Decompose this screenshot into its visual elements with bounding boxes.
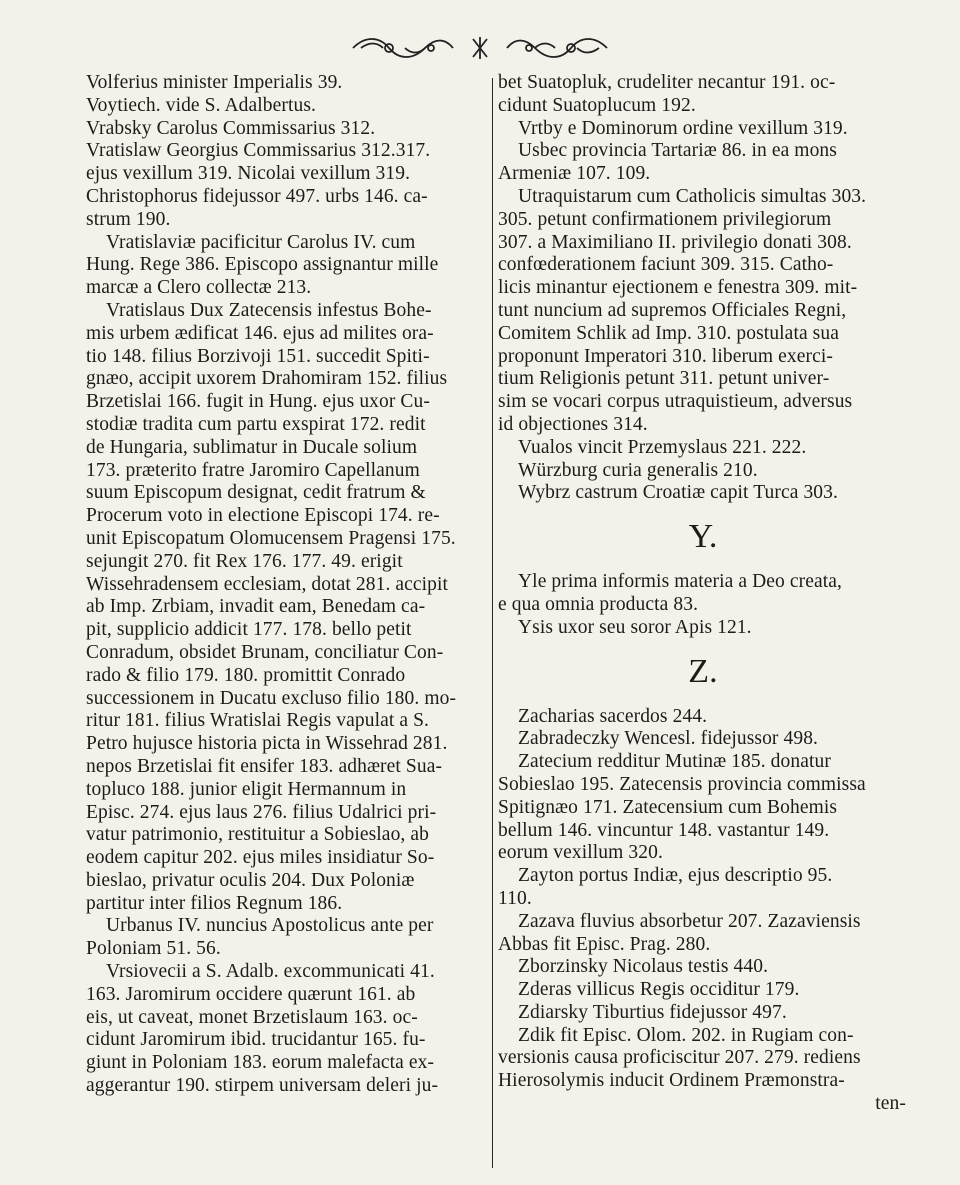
index-line: Zayton portus Indiæ, ejus descriptio 95. bbox=[518, 865, 833, 887]
index-line: successionem in Ducatu excluso filio 180. mo- bbox=[86, 687, 457, 709]
index-line: stodiæ tradita cum partu exspirat 172. redit bbox=[86, 413, 426, 435]
index-line: Usbec provincia Tartariæ 86. in ea mons bbox=[518, 140, 837, 162]
index-line: Armeniæ 107. 109. bbox=[498, 163, 651, 185]
catchword: ten- bbox=[875, 1093, 906, 1115]
index-line: Yle prima informis materia a Deo creata, bbox=[518, 571, 842, 593]
index-line: Procerum voto in electione Episcopi 174. re- bbox=[86, 505, 440, 527]
index-line: Episc. 274. ejus laus 276. filius Udalrici pri- bbox=[86, 801, 437, 823]
section-y-entries bbox=[498, 571, 908, 639]
index-line: confœderationem faciunt 309. 315. Catho- bbox=[498, 254, 834, 276]
index-line: sejungit 270. fit Rex 176. 177. 49. erigit bbox=[86, 550, 403, 572]
index-line: versionis causa proficiscitur 207. 279. rediens bbox=[498, 1047, 861, 1069]
page-headpiece bbox=[0, 30, 960, 66]
section-letter-y: Y. bbox=[688, 518, 718, 556]
index-line: 305. petunt confirmationem privilegiorum bbox=[498, 208, 832, 230]
index-line: Brzetislai 166. fugit in Hung. ejus uxor Cu- bbox=[86, 391, 430, 413]
index-line: proponunt Imperatori 310. liberum exerci- bbox=[498, 345, 833, 367]
index-line: de Hungaria, sublimatur in Ducale solium bbox=[86, 436, 418, 458]
index-line: Wybrz castrum Croatiæ capit Turca 303. bbox=[518, 482, 838, 504]
index-line: pit, supplicio addicit 177. 178. bello petit bbox=[86, 619, 412, 641]
index-line: Hierosolymis inducit Ordinem Præmonstra- bbox=[498, 1070, 845, 1092]
index-line: Zdiarsky Tiburtius fidejussor 497. bbox=[518, 1001, 787, 1023]
index-line: Spitignæo 171. Zatecensium cum Bohemis bbox=[498, 796, 838, 818]
index-line: Vrtby e Dominorum ordine vexillum 319. bbox=[518, 117, 848, 139]
index-line: Vratislaw Georgius Commissarius 312.317. bbox=[86, 140, 431, 162]
index-line: vatur patrimonio, restituitur a Sobieslao, ab bbox=[86, 824, 429, 846]
index-line: cidunt Suatoplucum 192. bbox=[498, 94, 696, 116]
index-line: Vrsiovecii a S. Adalb. excommunicati 41. bbox=[106, 961, 435, 983]
index-line: 173. præterito fratre Jaromiro Capellanum bbox=[86, 459, 420, 481]
index-line: Voytiech. vide S. Adalbertus. bbox=[86, 94, 317, 116]
index-line: nepos Brzetislai fit ensifer 183. adhæret Sua- bbox=[86, 755, 443, 777]
index-line: eis, ut caveat, monet Brzetislaum 163. oc- bbox=[86, 1006, 418, 1028]
index-line: Hung. Rege 386. Episcopo assignantur mille bbox=[86, 254, 439, 276]
index-line: sim se vocari corpus utraquistieum, adversus bbox=[498, 391, 853, 413]
decorative-headpiece-icon bbox=[345, 33, 615, 63]
index-line: unit Episcopatum Olomucensem Pragensi 175. bbox=[86, 527, 456, 549]
index-line: giunt in Poloniam 183. eorum malefacta ex- bbox=[86, 1052, 435, 1074]
index-line: marcæ a Clero collectæ 213. bbox=[86, 277, 312, 299]
index-line: eodem capitur 202. ejus miles insidiatur So- bbox=[86, 847, 435, 869]
index-line: Vrabsky Carolus Commissarius 312. bbox=[86, 117, 376, 139]
index-line: aggerantur 190. stirpem universam deleri ju- bbox=[86, 1075, 439, 1097]
index-line: Urbanus IV. nuncius Apostolicus ante per bbox=[106, 915, 434, 937]
index-line: bet Suatopluk, crudeliter necantur 191. oc- bbox=[498, 72, 836, 93]
index-line: Abbas fit Episc. Prag. 280. bbox=[498, 933, 711, 955]
section-z-entries bbox=[498, 706, 908, 1094]
index-line: Wissehradensem ecclesiam, dotat 281. accipit bbox=[86, 573, 449, 595]
right-column bbox=[498, 72, 908, 1116]
index-line: ritur 181. filius Wratislai Regis vapulat a S. bbox=[86, 710, 430, 732]
index-line: 110. bbox=[498, 887, 532, 909]
index-line: bieslao, privatur oculis 204. Dux Poloniæ bbox=[86, 869, 415, 891]
index-line: mis urbem ædificat 146. ejus ad milites ora- bbox=[86, 322, 434, 344]
index-line: Poloniam 51. 56. bbox=[86, 938, 221, 960]
index-line: tunt nuncium ad supremos Officiales Regni, bbox=[498, 299, 847, 321]
index-line: ab Imp. Zrbiam, invadit eam, Benedam ca- bbox=[86, 596, 426, 618]
index-line: Volferius minister Imperialis 39. bbox=[86, 72, 343, 93]
index-line: Zborzinsky Nicolaus testis 440. bbox=[518, 956, 769, 978]
index-line: suum Episcopum designat, cedit fratrum & bbox=[86, 482, 426, 504]
left-column bbox=[86, 72, 489, 1098]
index-line: Vualos vincit Przemyslaus 221. 222. bbox=[518, 436, 807, 458]
index-line: Zderas villicus Regis occiditur 179. bbox=[518, 979, 800, 1001]
index-line: partitur inter filios Regnum 186. bbox=[86, 892, 343, 914]
right-column-entries bbox=[498, 72, 908, 505]
index-line: Vratislaviæ pacificitur Carolus IV. cum bbox=[106, 231, 416, 253]
index-line: cidunt Jaromirum ibid. trucidantur 165. fu- bbox=[86, 1029, 426, 1051]
index-line: Vratislaus Dux Zatecensis infestus Bohe- bbox=[106, 299, 432, 321]
index-line: Conradum, obsidet Brunam, conciliatur Con- bbox=[86, 641, 444, 663]
index-line: 307. a Maximiliano II. privilegio donati 308. bbox=[498, 231, 852, 253]
index-line: Utraquistarum cum Catholicis simultas 303. bbox=[518, 185, 867, 207]
index-line: Zabradeczky Wencesl. fidejussor 498. bbox=[518, 728, 819, 750]
index-line: ejus vexillum 319. Nicolai vexillum 319. bbox=[86, 163, 411, 185]
index-line: bellum 146. vincuntur 148. vastantur 149. bbox=[498, 819, 830, 841]
column-divider bbox=[492, 78, 493, 1168]
index-line: Zdik fit Episc. Olom. 202. in Rugiam con- bbox=[518, 1024, 854, 1046]
index-line: Zazava fluvius absorbetur 207. Zazaviensis bbox=[518, 910, 861, 932]
index-line: strum 190. bbox=[86, 208, 171, 230]
index-line: topluco 188. junior eligit Hermannum in bbox=[86, 778, 407, 800]
section-letter-z: Z. bbox=[688, 652, 718, 690]
index-line: Zatecium redditur Mutinæ 185. donatur bbox=[518, 751, 831, 773]
index-line: Christophorus fidejussor 497. urbs 146. ca- bbox=[86, 185, 428, 207]
index-line: licis minantur ejectionem e fenestra 309. mit- bbox=[498, 277, 858, 299]
index-line: id objectiones 314. bbox=[498, 413, 648, 435]
index-line: Comitem Schlik ad Imp. 310. postulata sua bbox=[498, 322, 839, 344]
index-line: tio 148. filius Borzivoji 151. succedit Spiti- bbox=[86, 345, 430, 367]
index-line: Ysis uxor seu soror Apis 121. bbox=[518, 616, 752, 638]
index-line: gnæo, accipit uxorem Drahomiram 152. filius bbox=[86, 368, 448, 390]
index-line: 163. Jaromirum occidere quærunt 161. ab bbox=[86, 983, 416, 1005]
index-line: eorum vexillum 320. bbox=[498, 842, 663, 864]
index-line: Sobieslao 195. Zatecensis provincia commissa bbox=[498, 773, 866, 795]
index-line: rado & filio 179. 180. promittit Conrado bbox=[86, 664, 406, 686]
index-line: e qua omnia producta 83. bbox=[498, 593, 699, 615]
index-line: Zacharias sacerdos 244. bbox=[518, 705, 708, 727]
index-line: Petro hujusce historia picta in Wissehrad 281. bbox=[86, 733, 448, 755]
index-line: Würzburg curia generalis 210. bbox=[518, 459, 758, 481]
index-line: tium Religionis petunt 311. petunt univer- bbox=[498, 368, 830, 390]
